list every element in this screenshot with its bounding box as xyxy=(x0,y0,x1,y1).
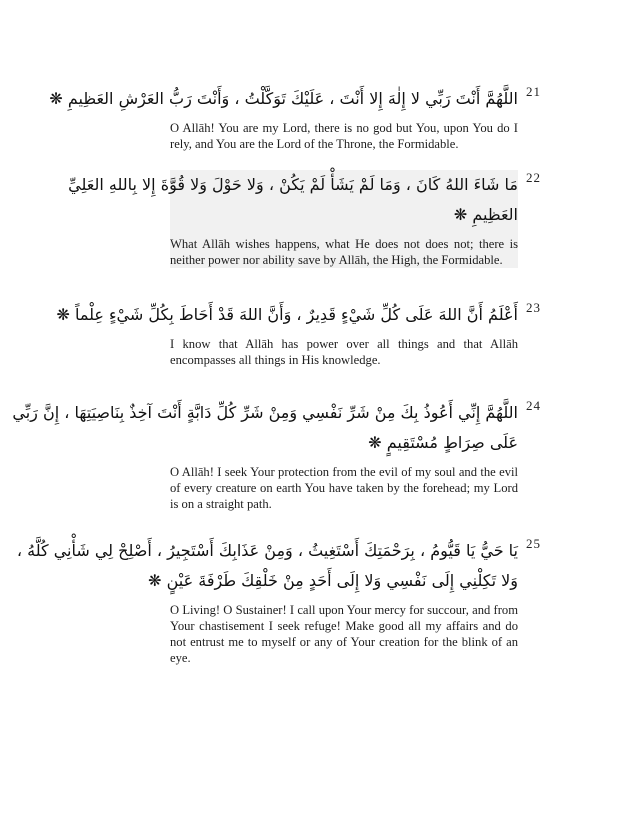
arabic-text-continued: وَلا تَكِلْنِي إِلَى نَفْسِي وَلا إِلَى أَحَدٍ مِنْ خَلْقِكَ طَرْفَةَ عَيْنٍ ❋ xyxy=(148,571,518,590)
supplication-entry xyxy=(56,300,541,368)
supplication-entry xyxy=(16,536,541,666)
supplication-entry xyxy=(12,398,541,512)
entry-number: 25 xyxy=(526,536,541,551)
arabic-text: مَا شَاءَ اللهُ كَانَ ، وَمَا لَمْ يَشَأْ لَمْ يَكُنْ ، وَلا حَوْلَ وَلا قُوَّةَ إِلا بِاللهِ العَلِيِّ xyxy=(68,175,518,194)
translation-text: O Allāh! I seek Your protection from the evil of my soul and the evil of every creature on earth You have taken by the forehead; my Lord is on a straight path. xyxy=(170,465,518,511)
entry-number: 24 xyxy=(526,398,541,413)
entry-number: 23 xyxy=(526,300,541,315)
arabic-text-continued: عَلَى صِرَاطٍ مُسْتَقِيمٍ ❋ xyxy=(368,433,518,452)
entry-number: 21 xyxy=(526,84,541,99)
arabic-text: اللَّهُمَّ إِنِّي أَعُوذُ بِكَ مِنْ شَرِّ نَفْسِي وَمِنْ شَرِّ كُلِّ دَابَّةٍ أَنْتَ آخِذٌ بِنَاصِيَتِهَا ، إِنَّ رَبِّي xyxy=(12,403,518,422)
supplication-entry xyxy=(49,84,541,152)
translation-text: I know that Allāh has power over all things and that Allāh encompasses all things in His knowledge. xyxy=(170,337,518,367)
translation-text: O Allāh! You are my Lord, there is no god but You, upon You do I rely, and You are the Lord of the Throne, the Formidable. xyxy=(170,121,518,151)
arabic-text-continued: العَظِيمِ ❋ xyxy=(453,205,518,224)
arabic-text: أَعْلَمُ أَنَّ اللهَ عَلَى كُلِّ شَيْءٍ قَدِيرٌ ، وَأَنَّ اللهَ قَدْ أَحَاطَ بِكُلِّ شَيْءٍ عِلْماً ❋ xyxy=(56,305,518,324)
translation-text: O Living! O Sustainer! I call upon Your mercy for succour, and from Your chastisement I seek refuge! Make good all my affairs and do not entrust me to myself or any of Your creation for the blink of an eye. xyxy=(170,603,518,665)
entry-number: 22 xyxy=(526,170,541,185)
arabic-text: اللَّهُمَّ أَنْتَ رَبِّي لا إِلٰهَ إِلا أَنْتَ ، عَلَيْكَ تَوَكَّلْتُ ، وَأَنْتَ رَبُّ العَرْشِ العَظِيمِ ❋ xyxy=(49,89,518,108)
arabic-text: يَا حَيُّ يَا قَيُّومُ ، بِرَحْمَتِكَ أَسْتَغِيثُ ، وَمِنْ عَذَابِكَ أَسْتَجِيرُ ، أَصْلِحْ لِي شَأْنِي كُلَّهُ ، xyxy=(16,541,518,560)
supplication-entry xyxy=(68,170,541,268)
translation-text: What Allāh wishes happens, what He does not does not; there is neither power nor ability save by Allāh, the High, the Formidable. xyxy=(170,237,518,267)
